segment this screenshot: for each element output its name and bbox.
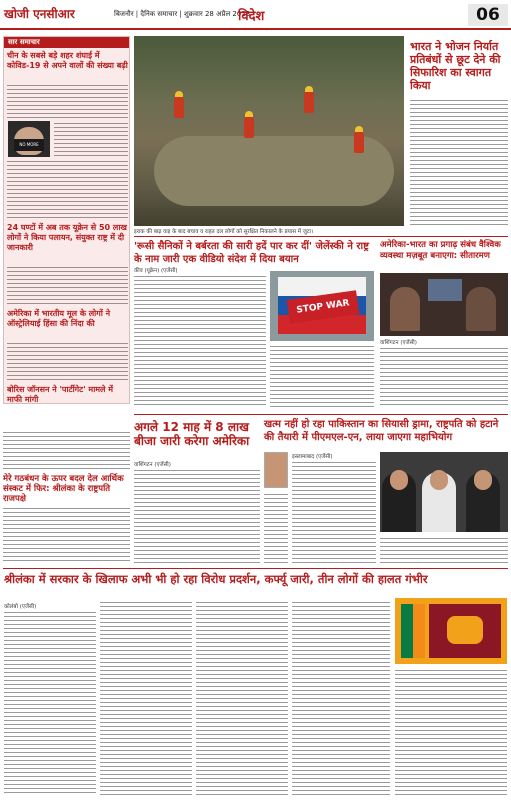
- politician-figure: [422, 472, 456, 532]
- brief-story1-body: [7, 83, 128, 119]
- section-divider: [3, 568, 508, 569]
- zelensky-body-left: [134, 274, 266, 408]
- screen-shape: [428, 279, 462, 301]
- pakistan-body-left: [292, 460, 376, 566]
- pakistan-politicians-photo: [380, 452, 508, 532]
- us-india-story-title: अमेरिका-भारत का प्रगाढ़ संबंध वैश्विक व्यवस्था मज़बूत बनाएगा: सीतारमण: [380, 240, 501, 261]
- india-food-export-title: भारत ने भोजन निर्यात प्रतिबंधों से छूट देने की सिफारिश का स्वागत किया: [410, 40, 501, 92]
- politician-head: [474, 470, 492, 490]
- stop-war-photo: [270, 271, 374, 341]
- helmet-shape: [355, 126, 363, 132]
- us-india-byline: वाशिंगटन (एजेंसी): [380, 340, 417, 346]
- rescuer-figure: [304, 91, 314, 113]
- zelensky-story-title: 'रूसी सैनिकों ने बर्बरता की सारी हदें पार कर दीं' जेलेंस्की ने राष्ट्र के नाम जारी एक वीडियो संदेश में दिया बयान: [134, 241, 369, 265]
- pakistan-story-title: खत्म नहीं हो रहा पाकिस्तान का सियासी ड्रामा, राष्ट्रपति को हटाने की तैयारी में पीएमएल-एन, लाया जाएगा महाभियोग: [264, 419, 499, 443]
- stop-war-sign: STOP WAR: [287, 290, 360, 324]
- mask-shape: NO MORE: [14, 139, 44, 151]
- brief-story5-body: [3, 506, 130, 562]
- rescuer-figure: [244, 116, 254, 138]
- helmet-shape: [245, 111, 253, 117]
- srilanka-body-col2: [100, 600, 192, 796]
- brief-story3-body: [7, 341, 128, 381]
- srilanka-body-col4: [292, 600, 390, 796]
- us-visa-byline: वाशिंगटन (एजेंसी): [134, 462, 171, 468]
- brief-column-lower: [3, 430, 130, 564]
- dateline: बिजनौर | दैनिक समाचार | शुक्रवार 28 अप्रैल 2023: [114, 10, 251, 18]
- brief-label-bar: [4, 37, 130, 48]
- helmet-shape: [175, 91, 183, 97]
- brief-story1-body-more: [7, 159, 128, 219]
- brief-label: सार समाचार: [8, 38, 40, 46]
- photo-caption: इराक की बाढ़ वाइ के बाद बचाव व राहत दल लोगों को सुरक्षित निकालने के प्रयास में जुटा।: [134, 229, 314, 235]
- us-visa-story-title: अगले 12 माह में 8 लाख बीजा जारी करेगा अमेरिका: [134, 420, 250, 448]
- brief-story1-title: चीन के सबसे बड़े शहर शंघाई में कोविड-19 से अपने वालों की संख्या बढ़ी: [7, 51, 128, 70]
- newspaper-logo: खोजी एनसीआर: [4, 7, 75, 21]
- india-food-export-body: [410, 98, 508, 228]
- politician-figure: [466, 472, 500, 532]
- srilanka-body-col1: [4, 610, 96, 796]
- rescue-photo: [134, 36, 404, 226]
- politician-head: [390, 470, 408, 490]
- news-brief-column: [3, 36, 130, 404]
- srilanka-body-col3: [196, 600, 288, 796]
- us-visa-body: [134, 468, 260, 566]
- rescuer-figure: [174, 96, 184, 118]
- zelensky-body-right: [270, 344, 374, 408]
- us-india-body: [380, 346, 508, 408]
- section-title: विदेश: [238, 9, 265, 24]
- page-header: [0, 0, 511, 30]
- page-number: 06: [468, 4, 508, 26]
- brief-story4-title: बोरिस जॉनसन ने 'पार्टीगेट' मामले में माफी मांगी: [7, 385, 114, 404]
- flag-green-band: [401, 604, 413, 658]
- rescuer-figure: [354, 131, 364, 153]
- brief-story5-title: मेरे गठबंधन के ऊपर बदल देल आर्थिक संस्कट में फिर: श्रीलंका के राष्ट्रपति राजपक्षे: [3, 474, 124, 504]
- section-divider: [134, 236, 508, 237]
- srilanka-flag-photo: [395, 598, 507, 664]
- brief-story3-title: अमेरिका में भारतीय मूल के लोगों ने ऑस्ट्रेलियाई हिंसा की निंदा की: [7, 309, 111, 328]
- brief-story4-body: [3, 430, 130, 470]
- politician-head: [430, 470, 448, 490]
- politician-thumbnail: [264, 452, 288, 488]
- politician-figure: [382, 472, 416, 532]
- srilanka-story-title: श्रीलंका में सरकार के खिलाफ अभी भी हो रहा विरोध प्रदर्शन, कर्फ्यू जारी, तीन लोगों की हालत गंभीर: [4, 572, 428, 586]
- brief-story2-body: [7, 265, 128, 305]
- pakistan-byline: इस्लामाबाद (एजेंसी): [292, 454, 333, 460]
- person-shape: [390, 287, 420, 331]
- pakistan-body-narrow: [264, 492, 288, 566]
- person-shape: [466, 287, 496, 331]
- flag-lion-shape: [447, 616, 483, 644]
- section-divider: [134, 414, 508, 415]
- sitharaman-photo: [380, 273, 508, 336]
- mask-photo: [8, 121, 50, 157]
- brief-story1-body-side: [54, 121, 128, 157]
- srilanka-body-col5: [395, 668, 507, 796]
- helmet-shape: [305, 86, 313, 92]
- zelensky-byline: कीव (यूक्रेन) (एजेंसी): [134, 268, 178, 274]
- flag-orange-band: [413, 604, 425, 658]
- brief-story2-title: 24 घण्टों में अब तक यूक्रेन से 50 लाख लोगों ने किया पलायन, संयुक्त राष्ट्र में दी जानकारी: [7, 223, 127, 252]
- srilanka-byline: कोलंबो (एजेंसी): [4, 604, 37, 610]
- pakistan-body-right: [380, 536, 508, 566]
